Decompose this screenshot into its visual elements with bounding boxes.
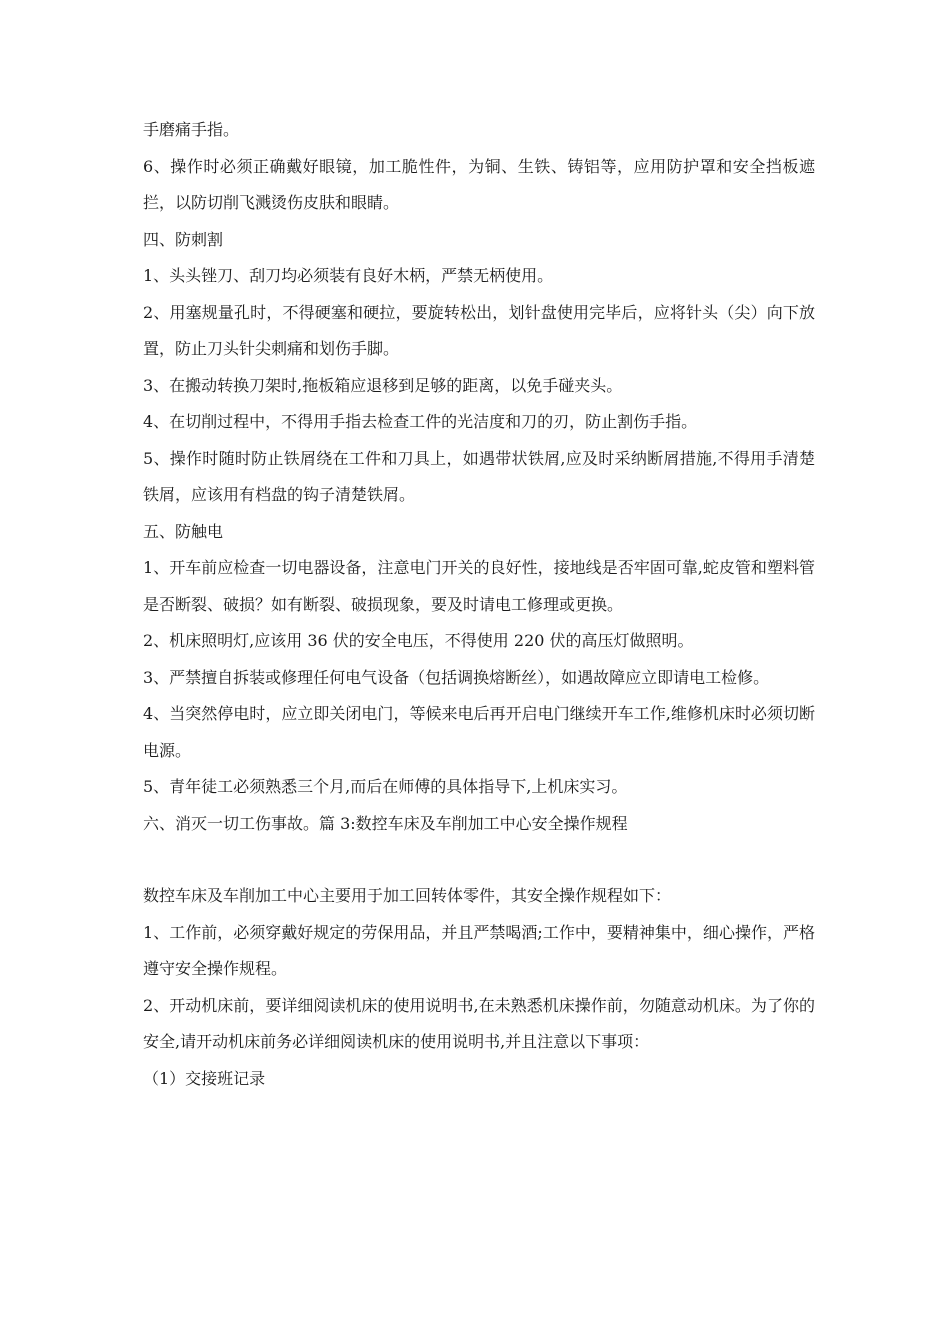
paragraph: 4、当突然停电时，应立即关闭电门，等候来电后再开启电门继续开车工作,维修机床时必须切断电源。 <box>143 704 815 760</box>
paragraph: 手磨痛手指。 <box>143 120 240 139</box>
paragraph: 2、机床照明灯,应该用 36 伏的安全电压，不得使用 220 伏的高压灯做照明。 <box>143 631 694 650</box>
paragraph: 1、工作前，必须穿戴好规定的劳保用品，并且严禁喝酒;工作中，要精神集中，细心操作，严格遵守安全操作规程。 <box>143 922 815 978</box>
section-heading: 四、防刺割 <box>143 229 224 249</box>
section-heading: 五、防触电 <box>143 521 224 541</box>
paragraph: 2、开动机床前，要详细阅读机床的使用说明书,在未熟悉机床操作前，勿随意动机床。为了你的安全,请开动机床前务必详细阅读机床的使用说明书,并且注意以下事项： <box>143 995 815 1051</box>
paragraph: 5、操作时随时防止铁屑绕在工件和刀具上，如遇带状铁屑,应及时采纳断屑措施,不得用手清楚铁屑，应该用有档盘的钩子清楚铁屑。 <box>143 448 815 504</box>
list-item: （1）交接班记录 <box>143 1068 266 1088</box>
blank-line <box>143 842 815 878</box>
paragraph: 1、头头锉刀、刮刀均必须装有良好木柄，严禁无柄使用。 <box>143 266 554 285</box>
paragraph: 1、开车前应检查一切电器设备，注意电门开关的良好性，接地线是否牢固可靠,蛇皮管和塑料管是否断裂、破损？如有断裂、破损现象，要及时请电工修理或更换。 <box>143 558 815 614</box>
paragraph: 5、青年徒工必须熟悉三个月,而后在师傅的具体指导下,上机床实习。 <box>143 777 628 796</box>
paragraph: 2、用塞规量孔时，不得硬塞和硬拉，要旋转松出，划针盘使用完毕后，应将针头（尖）向下放置，防止刀头针尖刺痛和划伤手脚。 <box>143 302 815 358</box>
paragraph: 4、在切削过程中，不得用手指去检查工件的光洁度和刀的刃，防止割伤手指。 <box>143 412 698 431</box>
paragraph: 3、严禁擅自拆装或修理任何电气设备（包括调换熔断丝），如遇故障应立即请电工检修。 <box>143 667 770 687</box>
paragraph: 3、在搬动转换刀架时,拖板箱应退移到足够的距离，以免手碰夹头。 <box>143 375 623 395</box>
section-heading: 六、消灭一切工伤事故。篇 3:数控车床及车削加工中心安全操作规程 <box>143 813 628 833</box>
paragraph: 数控车床及车削加工中心主要用于加工回转体零件，其安全操作规程如下： <box>143 886 672 905</box>
paragraph: 6、操作时必须正确戴好眼镜，加工脆性件，为铜、生铁、铸铝等，应用防护罩和安全挡板遮拦，以防切削飞溅烫伤皮肤和眼睛。 <box>143 156 815 212</box>
document-body <box>143 112 815 1097</box>
